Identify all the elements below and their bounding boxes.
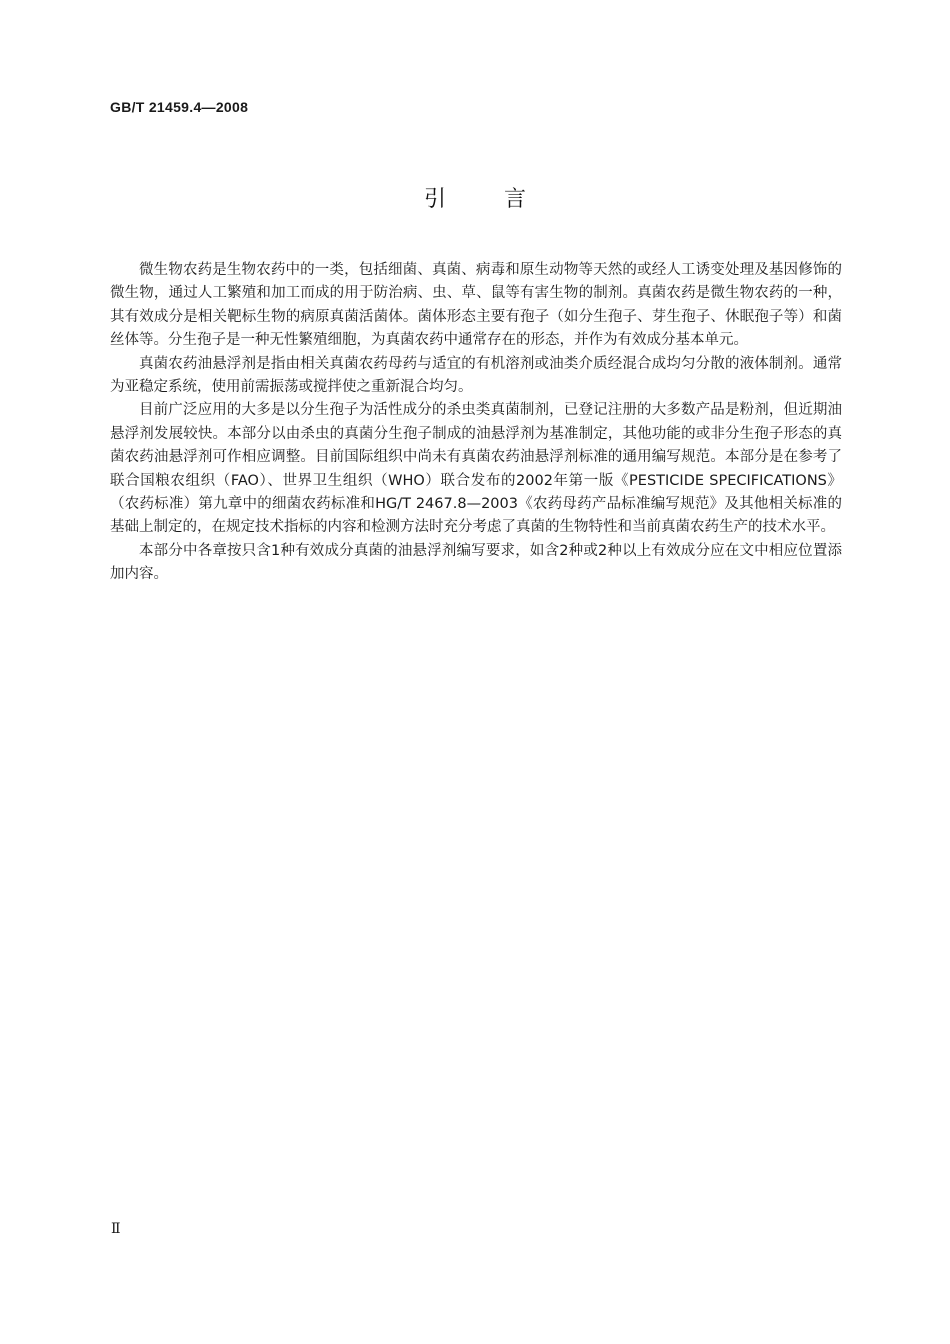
page-number: Ⅱ [111, 1221, 121, 1237]
title-char-2: 言 [504, 187, 527, 212]
paragraph-3: 目前广泛应用的大多是以分生孢子为活性成分的杀虫类真菌制剂，已登记注册的大多数产品是粉剂，但近期油悬浮剂发展较快。本部分以由杀虫的真菌分生孢子制成的油悬浮剂为基准制定，其他功能的或非分生孢子形态的真菌农药油悬浮剂可作相应调整。目前国际组织中尚未有真菌农药油悬浮剂标准的通用编写规范。本部分是在参考了联合国粮农组织（FAO）、世界卫生组织（WHO）联合发布的2002年第一版《PESTICIDE SPECIFICATIONS》（农药标准）第九章中的细菌农药标准和HG/T 2467.8—2003《农药母药产品标准编写规范》及其他相关标准的基础上制定的，在规定技术指标的内容和检测方法时充分考虑了真菌的生物特性和当前真菌农药生产的技术水平。 [110, 402, 842, 536]
paragraph-2: 真菌农药油悬浮剂是指由相关真菌农药母药与适宜的有机溶剂或油类介质经混合成均匀分散的液体制剂。通常为亚稳定系统，使用前需振荡或搅拌使之重新混合均匀。 [110, 355, 842, 396]
title-char-1: 引 [423, 187, 446, 212]
page-title [0, 182, 950, 213]
paragraph-1: 微生物农药是生物农药中的一类，包括细菌、真菌、病毒和原生动物等天然的或经人工诱变处理及基因修饰的微生物，通过人工繁殖和加工而成的用于防治病、虫、草、鼠等有害生物的制剂。真菌农药是微生物农药的一种，其有效成分是相关靶标生物的病原真菌活菌体。菌体形态主要有孢子（如分生孢子、芽生孢子、休眠孢子等）和菌丝体等。分生孢子是一种无性繁殖细胞，为真菌农药中通常存在的形态，并作为有效成分基本单元。 [110, 262, 842, 349]
document-code: GB/T 21459.4—2008 [110, 99, 249, 115]
introduction-body [110, 259, 842, 587]
paragraph-4: 本部分中各章按只含1种有效成分真菌的油悬浮剂编写要求，如含2种或2种以上有效成分应在文中相应位置添加内容。 [110, 542, 842, 583]
